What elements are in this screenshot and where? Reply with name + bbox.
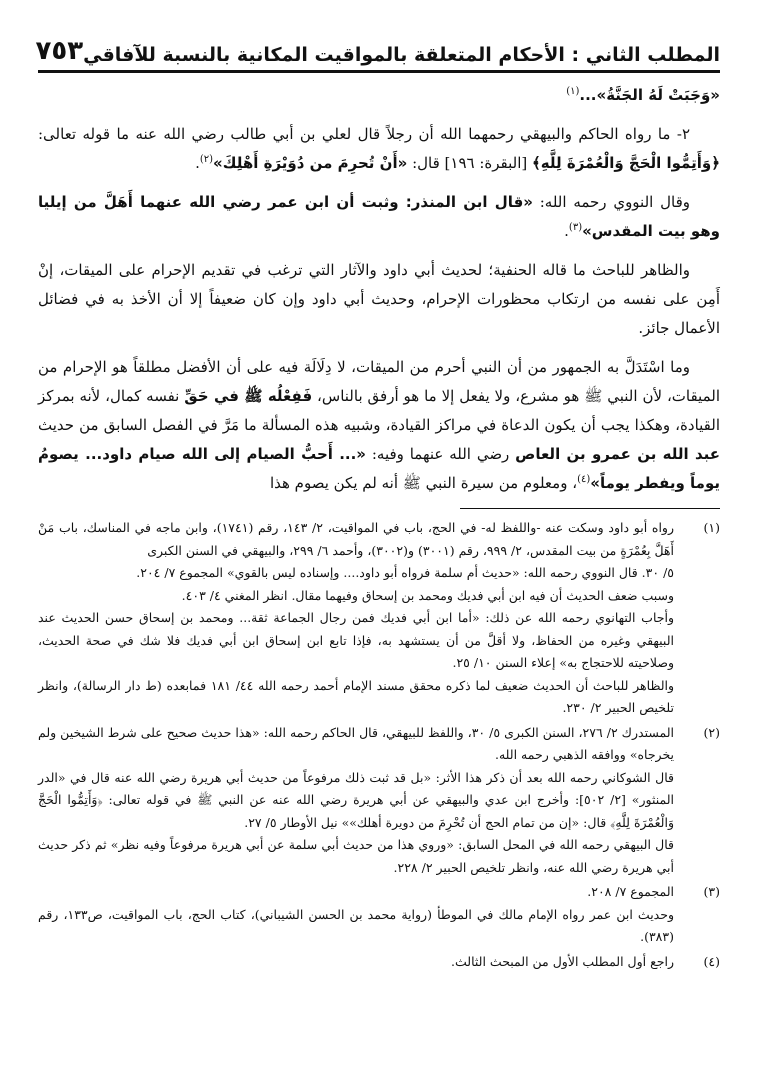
footnote-ref-1: (١) bbox=[566, 86, 580, 97]
footnote-paragraph: وأجاب التهانوي رحمه الله عن ذلك: «أما ابن أبي فديك فمن رجال الجماعة ثقة... ومحمد بن إسحاق حسن الحديث عند البيهقي وغيره من الحفاظ، ولا أقلَّ من أن يستشهد به، فإذا تابع ابن إسحاق ابن أبي فديك فلا شك في صحة الحديث، وصلاحيته للاحتجاج به» إعلاء السنن ١٠/ ٢٥. bbox=[38, 610, 674, 670]
footnotes bbox=[38, 517, 720, 973]
footnote-body bbox=[38, 881, 674, 949]
footnote-3 bbox=[38, 881, 720, 949]
footnote-body bbox=[38, 517, 674, 720]
running-header-title: المطلب الثاني : الأحكام المتعلقة بالمواقيت المكانية بالنسبة للآفاقي bbox=[83, 44, 720, 66]
footnote-1 bbox=[38, 517, 720, 720]
footnote-ref-3: (٣) bbox=[568, 222, 583, 233]
paragraph-1 bbox=[38, 120, 720, 178]
footnote-paragraph: راجع أول المطلب الأول من المبحث الثالث. bbox=[451, 953, 674, 969]
header-rule bbox=[38, 70, 720, 73]
quote-text: «أَنْ تُحرِمَ من دُوَيْرَةِ أَهْلِكَ» bbox=[213, 154, 408, 172]
footnote-paragraph: المستدرك ٢/ ٢٧٦، السنن الكبرى ٥/ ٣٠، واللفظ للبيهقي، قال الحاكم رحمه الله: «هذا حديث صحيح على شرط الشيخين ولم يخرجاه» ووافقه الذهبي رحمه الله. bbox=[38, 724, 675, 762]
paragraph-3: والظاهر للباحث ما قاله الحنفية؛ لحديث أبي داود والآثار التي ترغب في تقديم الإحرام على الميقات، إنْ أَمِن على نفسه من ارتكاب محظورات الإحرام، وحديث أبي داود وإن كان ضعيفاً إلا أن الأخذ به في فضائل الأعمال جائز. bbox=[38, 261, 720, 337]
footnote-paragraph: المجموع ٧/ ٢٠٨. bbox=[587, 884, 674, 899]
quote-text: «... أَحبُّ الصيام إلى الله صيام داود... يصومُ يوماً ويفطر يوماً» bbox=[38, 445, 720, 492]
footnote-paragraph: قال الشوكاني رحمه الله بعد أن ذكر هذا الأثر: «بل قد ثبت ذلك مرفوعاً من حديث أبي هريرة رضي الله عنه قال في «الدر المنثور» [٢/ ٥٠٢]: وأخرج ابن عدي والبيهقي عن أبي هريرة رضي الله عنه عن النبي ﷺ في قوله تعالى: ﴿وَأَتِمُّوا الْحَجَّ وَالْعُمْرَةَ لِلَّهِ﴾ قال: «إن من تمام الحج أن تُحْرِمَ من دويرة أهلك»» نيل الأوطار ٥/ ٢٧. bbox=[38, 769, 674, 830]
footnote-4 bbox=[38, 951, 720, 974]
main-text bbox=[38, 81, 720, 498]
paragraph-0 bbox=[38, 81, 720, 110]
text-run: نفسه كمال، لأنه بمركز القيادة، وهكذا يجب أن يكون الدعاة في مراكز القيادة، وشبيه هذه المسألة ما مَرَّ في الفصل السابق من حديث bbox=[38, 387, 720, 434]
footnote-paragraph: ٥/ ٣٠. قال النووي رحمه الله: «حديث أم سلمة فرواه أبو داود.... وإسناده ليس بالقوي» المجموع ٧/ ٢٠٤. bbox=[136, 565, 674, 580]
paragraph-4 bbox=[38, 353, 720, 498]
footnote-ref-2: (٢) bbox=[199, 154, 214, 165]
footnote-body bbox=[38, 951, 674, 974]
footnote-body bbox=[38, 722, 674, 880]
footnote-2 bbox=[38, 722, 720, 880]
footnote-paragraph: رواه أبو داود وسكت عنه -واللفظ له- في الحج، باب في المواقيت، ٢/ ١٤٣، رقم (١٧٤١)، وابن ماجه في المناسك، باب مَنْ أَهَلَّ بِعُمْرَةٍ من بيت المقدس، ٢/ ٩٩٩، رقم (٣٠٠١) و(٣٠٠٢)، وأحمد ٦/ ٢٩٩، والبيهقي في السنن الكبرى bbox=[38, 520, 674, 558]
paragraph-2 bbox=[38, 188, 720, 246]
footnote-number: (٤) bbox=[703, 953, 720, 969]
text-run: ٢- ما رواه الحاكم والبيهقي رحمهما الله أن رجلاً قال لعلي بن أبي طالب رضي الله عنه ما قوله تعالى: bbox=[38, 125, 690, 143]
footnote-number: (٣) bbox=[703, 884, 720, 899]
text-run: ، ومعلوم من سيرة النبي ﷺ أنه لم يكن يصوم هذا bbox=[269, 474, 578, 492]
quote-text: «وَجَبَتْ لَهُ الجَنَّةُ»... bbox=[579, 86, 720, 104]
footnote-paragraph: قال البيهقي رحمه الله في المحل السابق: «وروي هذا من حديث أبي سلمة عن أبي هريرة مرفوعاً وفيه نظر» ثم ذكر حديث أبي هريرة رضي الله عنه، وانظر تلخيص الحبير ٢/ ٢٢٨. bbox=[38, 837, 674, 875]
text-run: [البقرة: ١٩٦] قال: bbox=[407, 154, 532, 172]
text-run: وما اسْتَدَلَّ به الجمهور من أن النبي أحرم من الميقات، لا دِلَالَة فيه على أن الأفضل مطلقاً هو الإحرام من الميقات، لأن النبي ﷺ هو مشرع، ولا يفعل إلا ما هو أرفق بالناس، bbox=[38, 358, 720, 405]
footnote-number: (٢) bbox=[703, 724, 720, 740]
footnote-paragraph: وسبب ضعف الحديث أن فيه ابن أبي فديك ومحمد بن إسحاق وفيهما مقال. انظر المغني ٤/ ٤٠٣. bbox=[181, 587, 674, 603]
footnote-paragraph: والظاهر للباحث أن الحديث ضعيف لما ذكره محقق مسند الإمام أحمد رحمه الله ٤٤/ ١٨١ فمابعده (ط دار الرسالة)، وانظر تلخيص الحبير ٢/ ٢٣٠. bbox=[38, 677, 675, 715]
footnote-number: (١) bbox=[703, 520, 720, 535]
footnote-paragraph: وحديث ابن عمر رواه الإمام مالك في الموطأ (رواية محمد بن الحسن الشيباني)، كتاب الحج، باب المواقيت، ص١٣٣، رقم (٣٨٣). bbox=[38, 906, 674, 944]
page-number: ٧٥٣ bbox=[35, 36, 84, 66]
footnote-separator bbox=[460, 508, 720, 509]
text-run: . bbox=[195, 154, 200, 172]
page-header bbox=[35, 26, 720, 66]
text-run: . bbox=[564, 222, 569, 240]
quote-text: «قال ابن المنذر: وثبت أن ابن عمر رضي الله عنهما أَهَلَّ من إيليا وهو بيت المقدس» bbox=[38, 193, 720, 240]
quran-verse: ﴿وَأَتِمُّوا الْحَجَّ وَالْعُمْرَةَ لِلَّهِ﴾ bbox=[532, 154, 720, 172]
text-run: رضي الله عنهما وفيه: bbox=[366, 445, 516, 463]
emphasis-text: عبد الله بن عمرو بن العاص bbox=[515, 445, 720, 463]
footnote-ref-4: (٤) bbox=[577, 474, 591, 485]
emphasis-text: فَفِعْلُه ﷺ في حَقِّ bbox=[184, 387, 313, 405]
text-run: وقال النووي رحمه الله: bbox=[532, 193, 690, 211]
